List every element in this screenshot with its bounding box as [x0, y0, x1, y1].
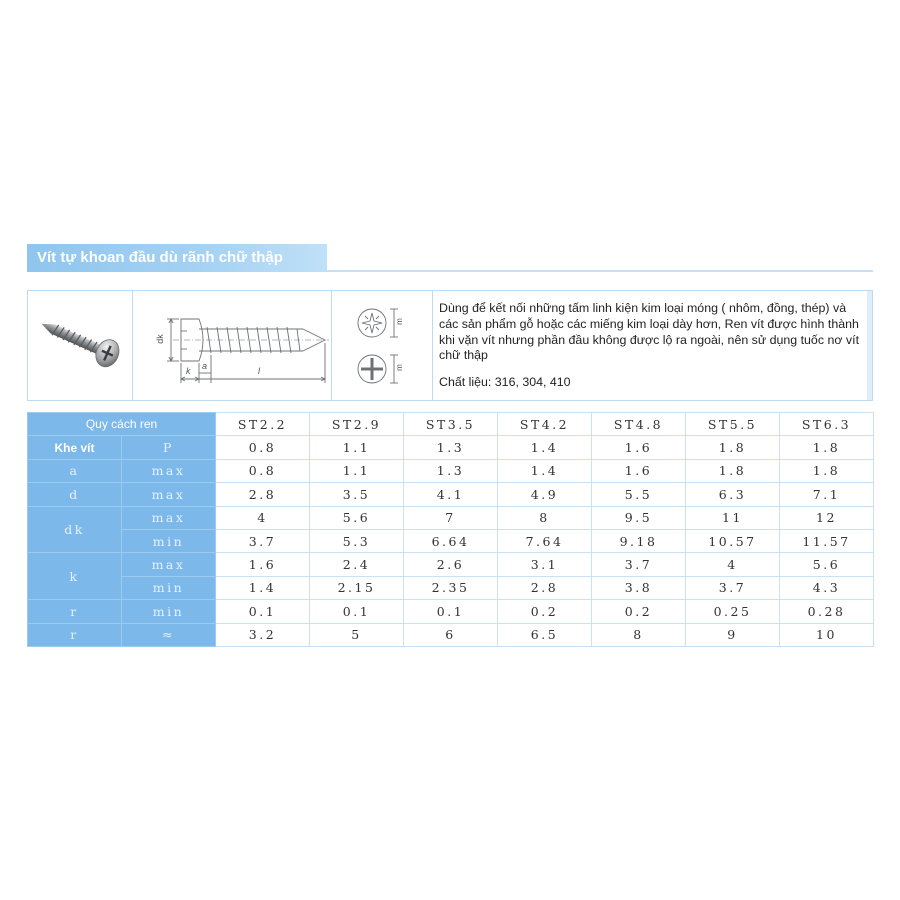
table-cell: 8 — [592, 623, 686, 646]
table-cell: 0.1 — [404, 600, 498, 623]
table-cell: 1.8 — [780, 436, 874, 459]
table-row — [28, 436, 874, 459]
size-header: ST6.3 — [780, 413, 874, 436]
table-cell: 3.7 — [216, 529, 310, 552]
table-cell: 3.8 — [592, 576, 686, 599]
table-cell: 5.6 — [780, 553, 874, 576]
table-cell: 4 — [216, 506, 310, 529]
table-cell: 2.6 — [404, 553, 498, 576]
table-row — [28, 623, 874, 646]
screw-head-views — [332, 291, 433, 400]
table-cell: 9.18 — [592, 529, 686, 552]
table-cell: 2.35 — [404, 576, 498, 599]
table-cell: 0.8 — [216, 459, 310, 482]
diagram-label-l: l — [258, 366, 260, 376]
table-cell: 10.57 — [686, 529, 780, 552]
description-cell — [433, 291, 872, 400]
table-cell: 1.1 — [310, 459, 404, 482]
size-header: ST4.8 — [592, 413, 686, 436]
table-cell: 2.8 — [498, 576, 592, 599]
table-cell: 6.5 — [498, 623, 592, 646]
table-cell: 3.2 — [216, 623, 310, 646]
table-cell: 5.3 — [310, 529, 404, 552]
table-cell: 7.1 — [780, 483, 874, 506]
diagram-label-k: k — [186, 366, 191, 376]
table-cell: 1.8 — [686, 459, 780, 482]
product-description: Dùng để kết nối những tấm linh kiện kim loại móng ( nhôm, đồng, thép) và các sản phẩm gỗ hoặc các miếng kim loại dày hơn, Ren vít được hình thành khi vặn vít nhưng phần đầu không được lộ ra ngoài, nên sử dụng tuốc nơ vít chữ thập — [439, 301, 860, 363]
row-label: Khe vít — [28, 436, 122, 459]
table-cell: 1.6 — [592, 459, 686, 482]
table-cell: 3.7 — [686, 576, 780, 599]
table-row — [28, 459, 874, 482]
table-cell: 3.7 — [592, 553, 686, 576]
table-cell: 0.25 — [686, 600, 780, 623]
row-sublabel: max — [122, 483, 216, 506]
table-cell: 2.15 — [310, 576, 404, 599]
table-cell: 8 — [498, 506, 592, 529]
row-sublabel: min — [122, 576, 216, 599]
screw-dimension-diagram — [133, 291, 332, 400]
table-cell: 1.4 — [216, 576, 310, 599]
spec-header: Quy cách ren — [28, 413, 216, 436]
table-cell: 7 — [404, 506, 498, 529]
table-cell: 1.3 — [404, 436, 498, 459]
title-banner — [27, 244, 327, 272]
row-sublabel: max — [122, 459, 216, 482]
table-cell: 1.3 — [404, 459, 498, 482]
row-sublabel: ≈ — [122, 623, 216, 646]
head-label-m-bottom: m — [394, 364, 404, 371]
table-cell: 5.5 — [592, 483, 686, 506]
size-header: ST2.9 — [310, 413, 404, 436]
table-cell: 6.3 — [686, 483, 780, 506]
table-row — [28, 576, 874, 599]
row-label: d — [28, 483, 122, 506]
table-cell: 0.8 — [216, 436, 310, 459]
row-sublabel: max — [122, 506, 216, 529]
table-cell: 2.8 — [216, 483, 310, 506]
table-cell: 5 — [310, 623, 404, 646]
table-row — [28, 483, 874, 506]
title-divider — [327, 270, 873, 272]
row-sublabel: P — [122, 436, 216, 459]
table-cell: 0.28 — [780, 600, 874, 623]
table-cell: 1.4 — [498, 436, 592, 459]
table-cell: 7.64 — [498, 529, 592, 552]
size-header: ST5.5 — [686, 413, 780, 436]
table-cell: 2.4 — [310, 553, 404, 576]
diagram-label-dk: dk — [154, 334, 165, 344]
table-cell: 11.57 — [780, 529, 874, 552]
table-cell: 4.9 — [498, 483, 592, 506]
table-cell: 1.6 — [216, 553, 310, 576]
table-cell: 6.64 — [404, 529, 498, 552]
table-cell: 0.2 — [498, 600, 592, 623]
table-row — [28, 506, 874, 529]
table-cell: 4 — [686, 553, 780, 576]
table-cell: 0.1 — [216, 600, 310, 623]
table-cell: 6 — [404, 623, 498, 646]
table-cell: 10 — [780, 623, 874, 646]
table-cell: 4.1 — [404, 483, 498, 506]
table-cell: 9 — [686, 623, 780, 646]
table-header-row — [28, 413, 874, 436]
table-cell: 1.8 — [780, 459, 874, 482]
table-cell: 4.3 — [780, 576, 874, 599]
table-cell: 5.6 — [310, 506, 404, 529]
info-panel — [27, 290, 873, 401]
size-header: ST3.5 — [404, 413, 498, 436]
screw-photo — [28, 291, 133, 400]
size-header: ST4.2 — [498, 413, 592, 436]
table-cell: 12 — [780, 506, 874, 529]
table-cell: 0.2 — [592, 600, 686, 623]
page-title: Vít tự khoan đầu dù rãnh chữ thập — [37, 249, 283, 266]
table-row — [28, 600, 874, 623]
table-cell: 9.5 — [592, 506, 686, 529]
row-label: r — [28, 600, 122, 623]
material-info: Chất liệu: 316, 304, 410 — [439, 375, 571, 390]
table-cell: 1.4 — [498, 459, 592, 482]
row-label: k — [28, 553, 122, 600]
table-cell: 3.1 — [498, 553, 592, 576]
head-label-m-top: m — [394, 318, 404, 325]
table-cell: 1.6 — [592, 436, 686, 459]
table-cell: 11 — [686, 506, 780, 529]
table-cell: 1.8 — [686, 436, 780, 459]
diagram-label-a: a — [202, 361, 208, 371]
row-label: a — [28, 459, 122, 482]
size-header: ST2.2 — [216, 413, 310, 436]
row-label: dk — [28, 506, 122, 553]
table-row — [28, 529, 874, 552]
row-sublabel: min — [122, 529, 216, 552]
table-cell: 1.1 — [310, 436, 404, 459]
table-cell: 0.1 — [310, 600, 404, 623]
table-cell: 3.5 — [310, 483, 404, 506]
row-sublabel: min — [122, 600, 216, 623]
row-label: r — [28, 623, 122, 646]
spec-table — [27, 412, 874, 647]
table-row — [28, 553, 874, 576]
row-sublabel: max — [122, 553, 216, 576]
